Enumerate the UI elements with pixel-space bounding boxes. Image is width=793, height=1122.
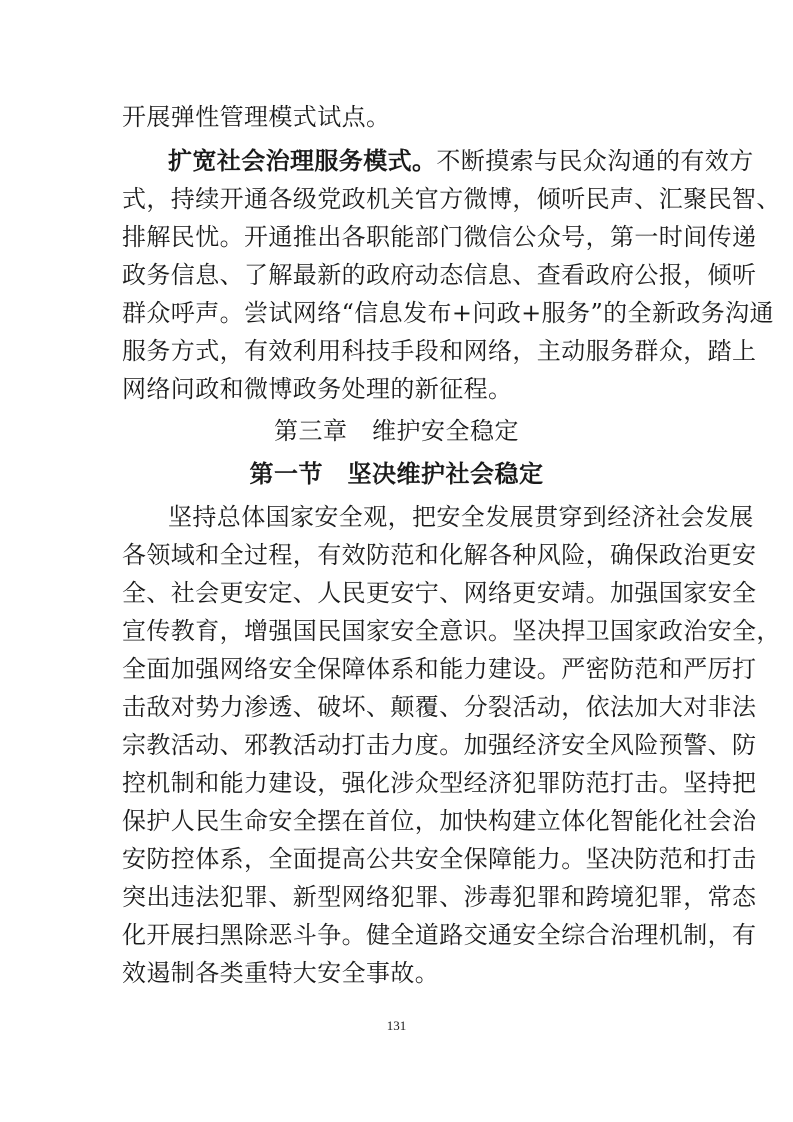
paragraph-line: 服务方式，有效利用科技手段和网络，主动服务群众，踏上	[122, 337, 757, 365]
paragraph-line: 群众呼声。尝试网络“信息发布+问政+服务”的全新政务沟通	[122, 299, 774, 327]
paragraph-line: 突出违法犯罪、新型网络犯罪、涉毒犯罪和跨境犯罪，常态	[122, 883, 757, 911]
paragraph-lead-heading: 扩宽社会治理服务模式。	[168, 147, 437, 175]
page-number: 131	[386, 1018, 407, 1033]
paragraph-line: 开展弹性管理模式试点。	[122, 103, 391, 131]
paragraph-line: 安防控体系，全面提高公共安全保障能力。坚决防范和打击	[122, 845, 757, 873]
paragraph-line: 宣传教育，增强国民国家安全意识。坚决捍卫国家政治安全，	[122, 617, 781, 645]
paragraph-line: 宗教活动、邪教活动打击力度。加强经济安全风险预警、防	[122, 731, 757, 759]
paragraph-line: 式，持续开通各级党政机关官方微博，倾听民声、汇聚民智、	[122, 185, 781, 213]
paragraph-line: 击敌对势力渗透、破坏、颠覆、分裂活动，依法加大对非法	[122, 693, 757, 721]
section-heading: 第一节 坚决维护社会稳定	[249, 460, 544, 488]
paragraph-line: 各领域和全过程，有效防范和化解各种风险，确保政治更安	[122, 541, 757, 569]
paragraph-first-line	[122, 142, 754, 180]
paragraph-line: 网络问政和微博政务处理的新征程。	[122, 375, 513, 403]
paragraph-line-text: 不断摸索与民众沟通的有效方	[436, 147, 754, 175]
paragraph-line: 排解民忧。开通推出各职能部门微信公众号，第一时间传递	[122, 223, 757, 251]
paragraph-first-line: 坚持总体国家安全观，把安全发展贯穿到经济社会发展	[168, 503, 754, 531]
paragraph-line: 控机制和能力建设，强化涉众型经济犯罪防范打击。坚持把	[122, 769, 757, 797]
paragraph-line: 政务信息、了解最新的政府动态信息、查看政府公报，倾听	[122, 261, 757, 289]
paragraph-line: 效遏制各类重特大安全事故。	[122, 959, 440, 987]
paragraph-line: 化开展扫黑除恶斗争。健全道路交通安全综合治理机制，有	[122, 921, 757, 949]
paragraph-line: 保护人民生命安全摆在首位，加快构建立体化智能化社会治	[122, 807, 757, 835]
paragraph-line: 全、社会更安定、人民更安宁、网络更安靖。加强国家安全	[122, 579, 757, 607]
paragraph-line: 全面加强网络安全保障体系和能力建设。严密防范和严厉打	[122, 655, 757, 683]
chapter-heading: 第三章 维护安全稳定	[274, 417, 519, 445]
